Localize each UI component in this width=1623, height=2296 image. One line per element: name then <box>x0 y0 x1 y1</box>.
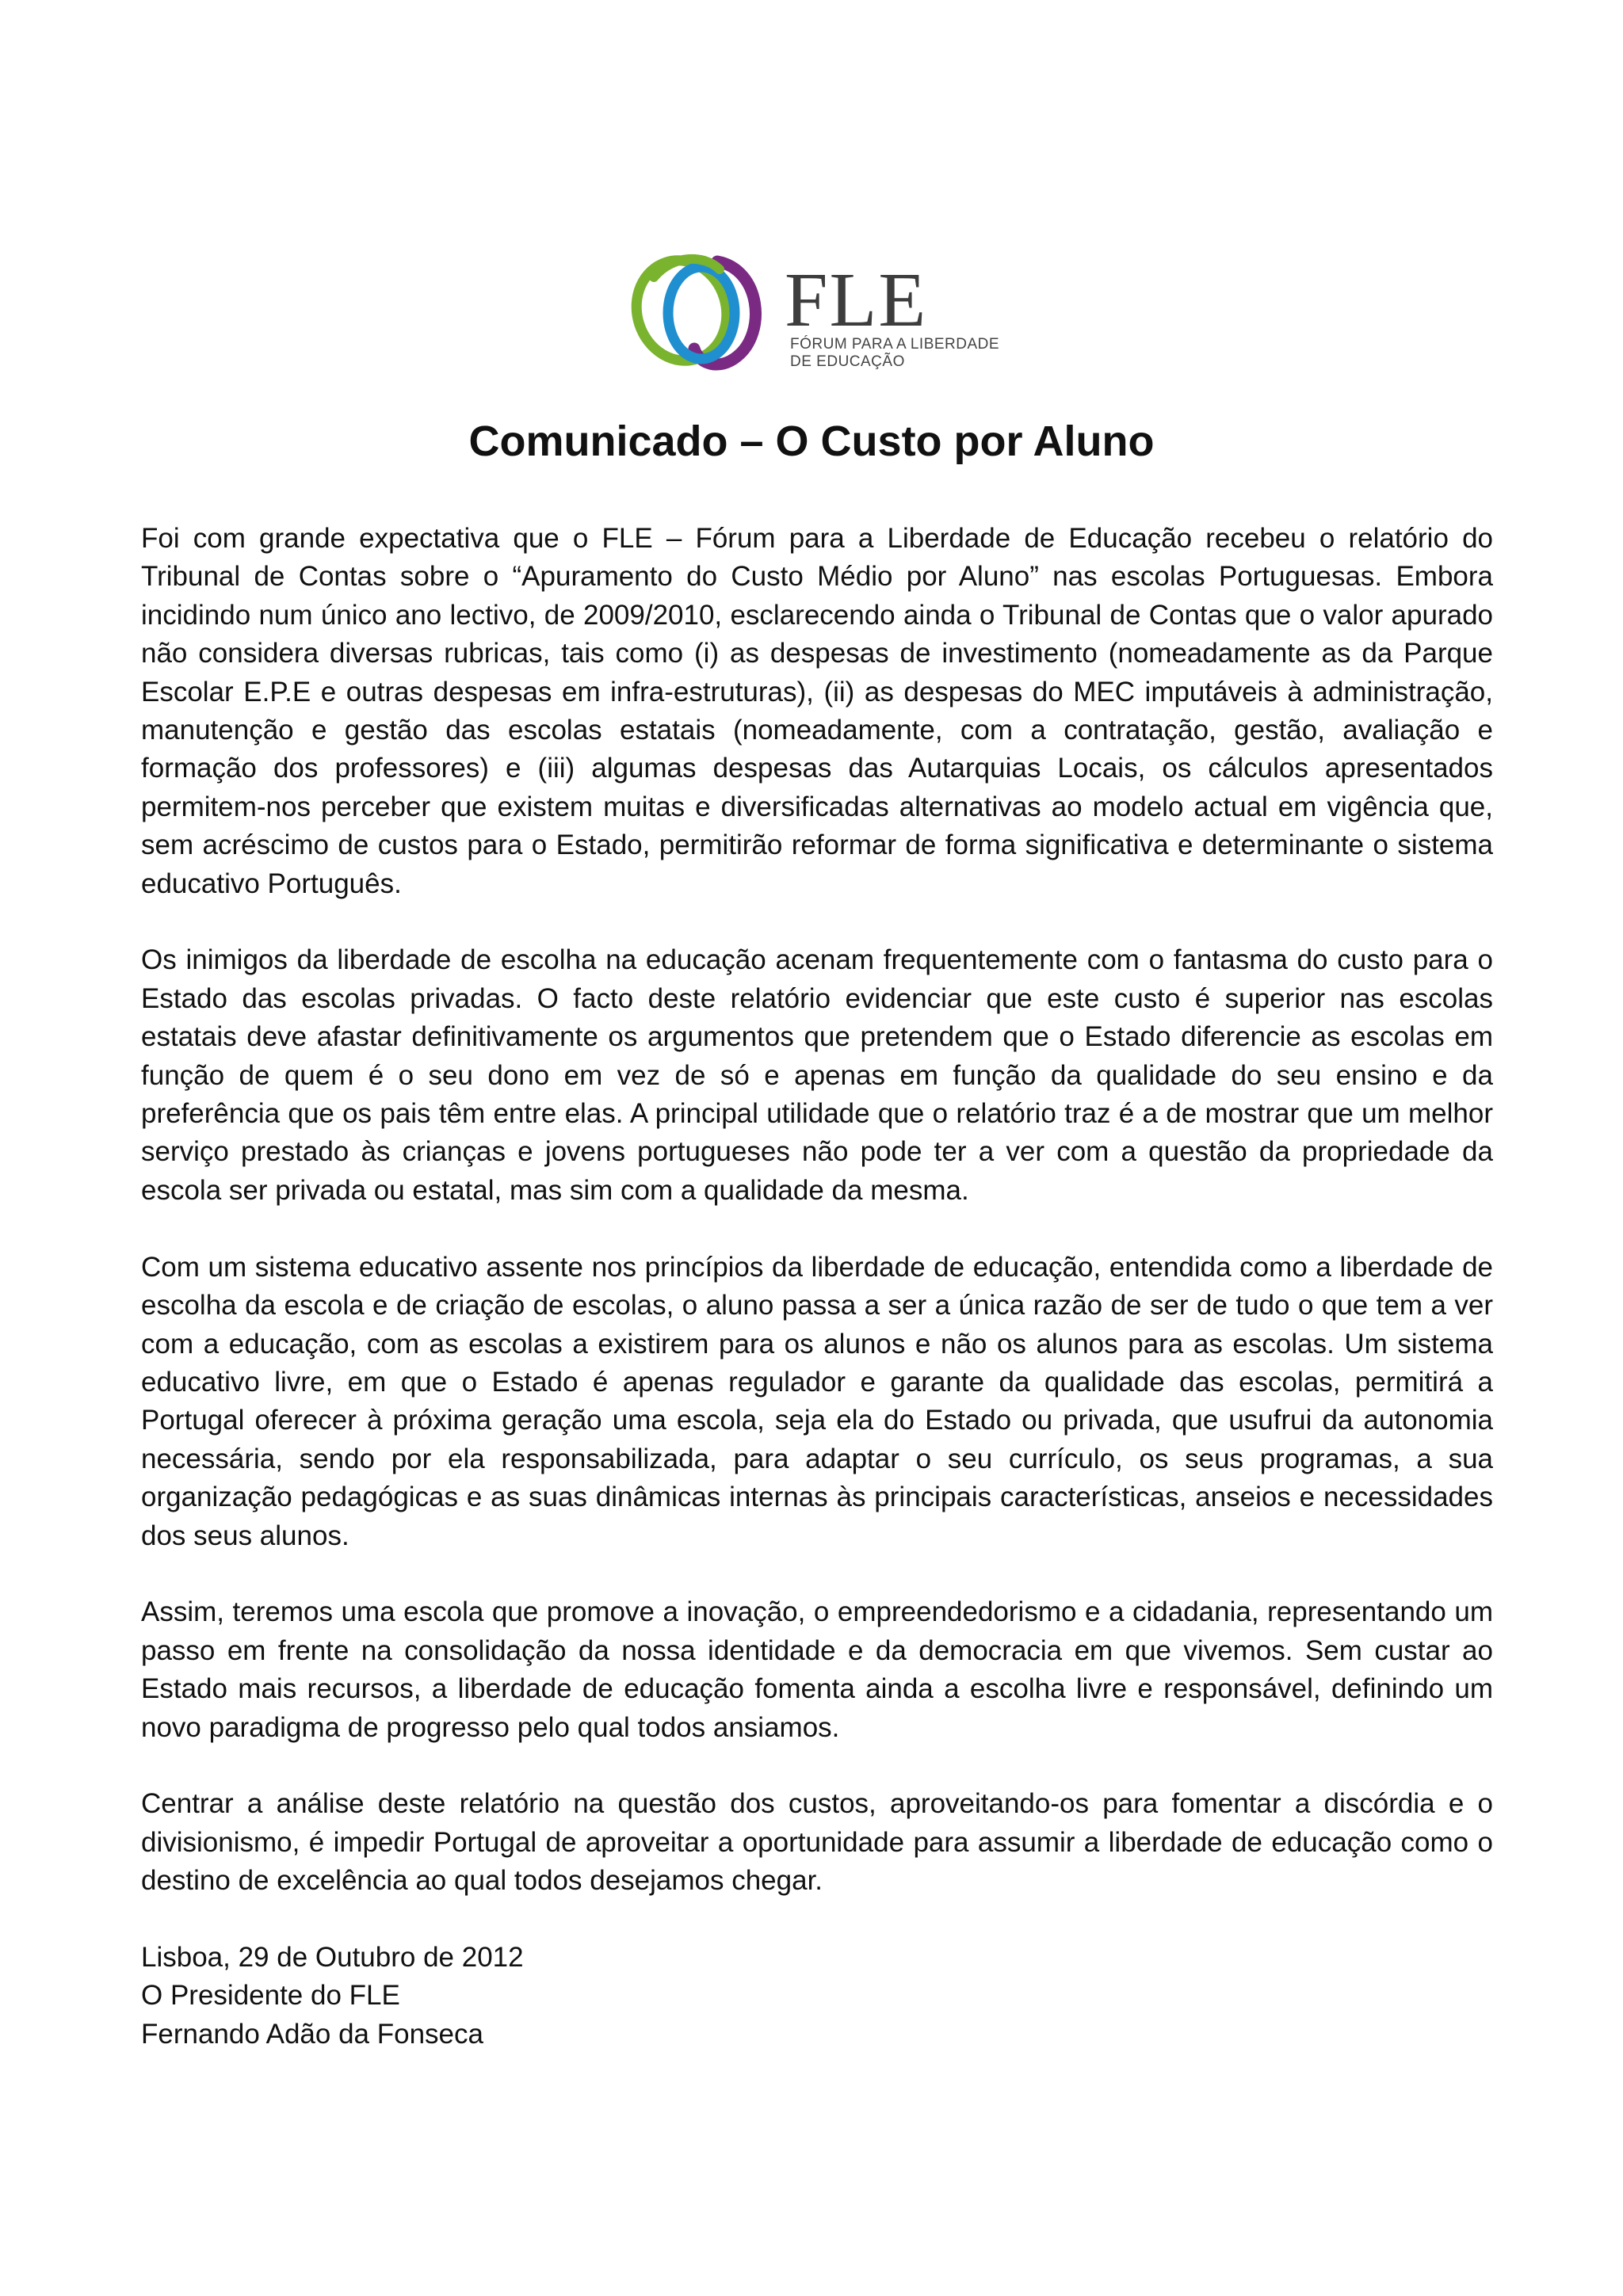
paragraph-1: Foi com grande expectativa que o FLE – Fórum para a Liberdade de Educação recebeu o relatório do Tribunal de Contas sobre o “Apuramento do Custo Médio por Aluno” nas escolas Portuguesas. Embora incidindo num único ano lectivo, de 2009/2010, esclarecendo ainda o Tribunal de Contas que o valor apurado não considera diversas rubricas, tais como (i) as despesas de investimento (nomeadamente as da Parque Escolar E.P.E e outras despesas em infra-estruturas), (ii) as despesas do MEC imputáveis à administração, manutenção e gestão das escolas estatais (nomeadamente, com a contratação, gestão, avaliação e formação dos professores) e (iii) algumas despesas das Autarquias Locais, os cálculos apresentados permitem-nos perceber que existem muitas e diversificadas alternativas ao modelo actual em vigência que, sem acréscimo de custos para o Estado, permitirão reformar de forma significativa e determinante o sistema educativo Português. <box>141 523 1493 899</box>
paragraph-4: Assim, teremos uma escola que promove a inovação, o empreendedorismo e a cidadania, representando um passo em frente na consolidação da nossa identidade e da democracia em que vivemos. Sem custar ao Estado mais recursos, a liberdade de educação fomenta ainda a escolha livre e responsável, definindo um novo paradigma de progresso pelo qual todos ansiamos. <box>141 1596 1493 1743</box>
fle-rings-logo-icon <box>626 238 773 372</box>
fle-logo <box>626 238 1014 372</box>
signature-place-date: Lisboa, 29 de Outubro de 2012 <box>141 1941 524 1973</box>
paragraph-3: Com um sistema educativo assente nos princípios da liberdade de educação, entendida como a liberdade de escolha da escola e de criação de escolas, o aluno passa a ser a única razão de ser de tudo o que tem a ver com a educação, com as escolas a existirem para os alunos e não os alunos para as escolas. Um sistema educativo livre, em que o Estado é apenas regulador e garante da qualidade das escolas, permitirá a Portugal oferecer à próxima geração uma escola, seja ela do Estado ou privada, que usufrui da autonomia necessária, sendo por ela responsabilizada, para adaptar o seu currículo, os seus programas, a sua organização pedagógicas e as suas dinâmicas internas às principais características, anseios e necessidades dos seus alunos. <box>141 1251 1493 1551</box>
document-body <box>141 520 1493 2054</box>
signature-role: O Presidente do FLE <box>141 1980 400 2012</box>
signature-name: Fernando Adão da Fonseca <box>141 2018 483 2050</box>
paragraph-2: Os inimigos da liberdade de escolha na educação acenam frequentemente com o fantasma do custo para o Estado das escolas privadas. O facto deste relatório evidenciar que este custo é superior nas escolas estatais deve afastar definitivamente os argumentos que pretendem que o Estado diferencie as escolas em função de quem é o seu dono em vez de só e apenas em função da qualidade do seu ensino e da preferência que os pais têm entre elas. A principal utilidade que o relatório traz é a de mostrar que um melhor serviço prestado às crianças e jovens portugueses não pode ter a ver com a questão da propriedade da escola ser privada ou estatal, mas sim com a qualidade da mesma. <box>141 944 1493 1206</box>
logo-tagline: FÓRUM PARA A LIBERDADE DE EDUCAÇÃO <box>790 336 1000 370</box>
logo-wordmark: FLE <box>785 257 928 343</box>
document-title: Comunicado – O Custo por Aluno <box>468 418 1155 465</box>
paragraph-5: Centrar a análise deste relatório na questão dos custos, aproveitando-os para fomentar a discórdia e o divisionismo, é impedir Portugal de aproveitar a oportunidade para assumir a liberdade de educação como o destino de excelência ao qual todos desejamos chegar. <box>141 1788 1493 1897</box>
signature-block <box>141 1939 1493 2054</box>
